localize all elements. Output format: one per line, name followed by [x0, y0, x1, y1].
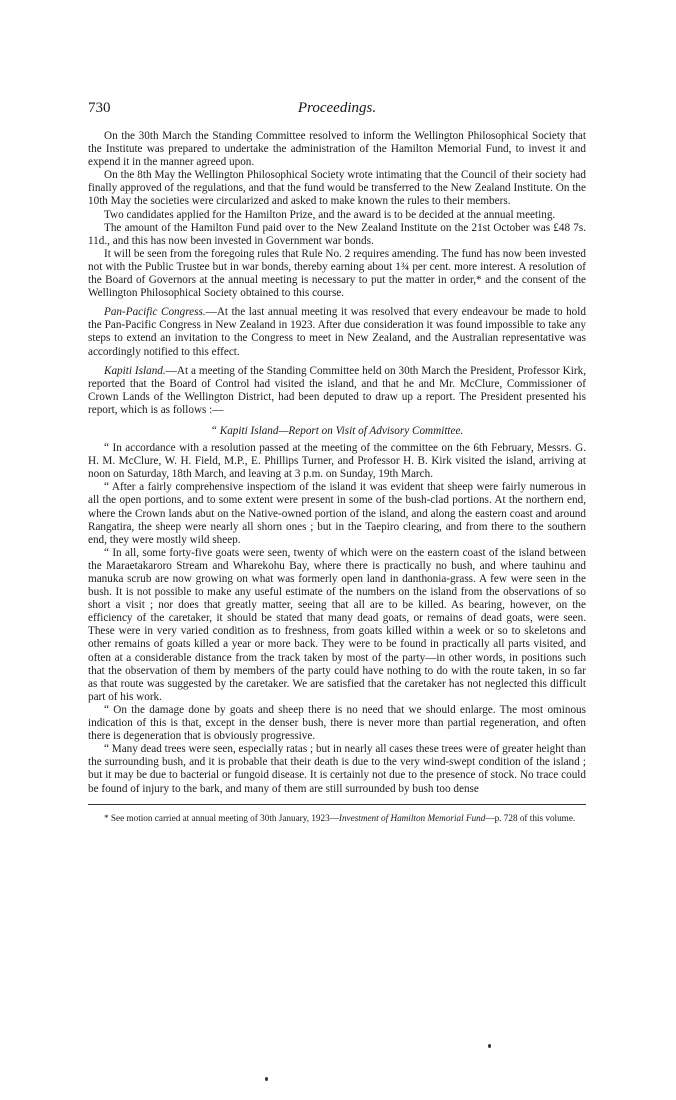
footnote-suffix: —p. 728 of this volume.: [485, 812, 576, 823]
paragraph-standing-committee: On the 30th March the Standing Committee resolved to inform the Wellington Philosophical Society that the Institute was prepared to undertake the administration of the Hamilton Memorial Fund, to invest it and expend it in the manner agreed upon.: [88, 130, 586, 169]
report-paragraph-goats: “ In all, some forty-five goats were seen, twenty of which were on the eastern coast of the island between the Maraetakaroro Stream and Wharekohu Bay, where there is practically no bush, and where tauhinu and manuka scrub are now growing on what was formerly open land in danthonia-grass. A few were seen in the bush. It is not possible to make any useful estimate of the numbers on the island from the observations of so short a visit ; nor does that greatly matter, seeing that all are to be killed. As bearing, however, on the efficiency of the caretaker, it should be stated that many dead goats, or remains of dead goats, were seen. These were in very varied condition as to freshness, from goats killed within a week or so to skeletons and other remains of goats killed a year or more back. They were to be found in practically all parts visited, and often at a considerable distance from the track taken by most of the party—in other words, in positions such that the observation of them by members of the party could have nothing to do with the route taken, in so far as that route was suggested by the caretaker. We are satisfied that the caretaker has not neglected this difficult part of his work.: [88, 546, 586, 703]
paragraph-rule-amendment: It will be seen from the foregoing rules that Rule No. 2 requires amending. The fund has now been invested not with the Public Trustee but in war bonds, thereby earning about 1¾ per cent. more interest. A resolution of the Board of Governors at the annual meeting is necessary to put the matter in order,* and the consent of the Wellington Philosophical Society obtained to this course.: [88, 247, 586, 300]
paragraph-kapiti-island: [88, 365, 586, 417]
report-paragraph-damage: “ On the damage done by goats and sheep there is no need that we should enlarge. The most ominous indication of this is that, except in the denser bush, there is never more than partial regeneration, and often there is degeneration that is obviously progressive.: [88, 703, 586, 743]
print-speck: [265, 1077, 268, 1081]
paragraph-wellington-society: On the 8th May the Wellington Philosophical Society wrote intimating that the Council of their society had finally approved of the regulations, and that the fund would be transferred to the New Zealand Institute. On the 10th May the societies were circularized and asked to make known the rules to their members.: [88, 169, 586, 208]
pan-pacific-heading: Pan-Pacific Congress.: [104, 306, 206, 319]
report-paragraph-resolution: “ In accordance with a resolution passed at the meeting of the committee on the 6th February, Messrs. G. H. M. McClure, W. H. Field, M.P., E. Phillips Turner, and Professor H. B. Kirk visited the island, arriving at noon on Saturday, 18th March, and leaving at 3 p.m. on Sunday, 19th March.: [88, 442, 586, 481]
footnote: [88, 813, 586, 824]
paragraph-hamilton-fund: The amount of the Hamilton Fund paid over to the New Zealand Institute on the 21st October was £48 7s. 11d., and this has now been invested in Government war bonds.: [88, 221, 586, 247]
page-number: 730: [88, 100, 111, 116]
kapiti-text: —At a meeting of the Standing Committee held on 30th March the President, Professor Kirk, reported that the Board of Control had visited the island, and that he and Mr. McClure, Commissioner of Crown Lands of the Wellington District, had been deputed to draw up a report. The President presented his report, which is as follows :—: [88, 364, 586, 416]
paragraph-pan-pacific: [88, 306, 586, 358]
paragraph-hamilton-prize: Two candidates applied for the Hamilton Prize, and the award is to be decided at the annual meeting.: [104, 208, 556, 221]
report-title: “ Kapiti Island—Report on Visit of Advisory Committee.: [210, 424, 464, 437]
running-head: Proceedings.: [297, 100, 377, 116]
document-page: [88, 100, 586, 824]
footnote-prefix: * See motion carried at annual meeting of 30th January, 1923—: [104, 812, 339, 823]
footnote-divider: [88, 804, 586, 805]
page-header: [88, 100, 586, 130]
pan-pacific-text: —At the last annual meeting it was resolved that every endeavour be made to hold the Pan-Pacific Congress in New Zealand in 1923. After due consideration it was found impossible to take any steps to extend an invitation to the Congress to meet in New Zealand, and the Australian representative was accordingly notified to this effect.: [88, 306, 586, 358]
report-paragraph-sheep: “ After a fairly comprehensive inspectiom of the island it was evident that sheep were fairly numerous in all the open portions, and to some extent were present in some of the bush-clad portions. At the northern end, where the Crown lands abut on the Native-owned portion of the island, and along the eastern coast and around Rangatira, the sheep were nearly all shorn ones ; but in the Taepiro clearing, and from there to the southern end, they were mostly wild sheep.: [88, 481, 586, 546]
kapiti-heading: Kapiti Island.: [104, 364, 166, 377]
report-paragraph-dead-trees: “ Many dead trees were seen, especially ratas ; but in nearly all cases these trees were of greater height than the surrounding bush, and it is probable that their death is due to the very wind-swept condition of the island ; but it may be due to bacterial or fungoid disease. It is certainly not due to the presence of stock. No trace could be found of injury to the bark, and many of them are still surrounded by bush too dense: [88, 743, 586, 795]
print-speck: [488, 1044, 491, 1048]
footnote-italic: Investment of Hamilton Memorial Fund: [338, 812, 486, 823]
